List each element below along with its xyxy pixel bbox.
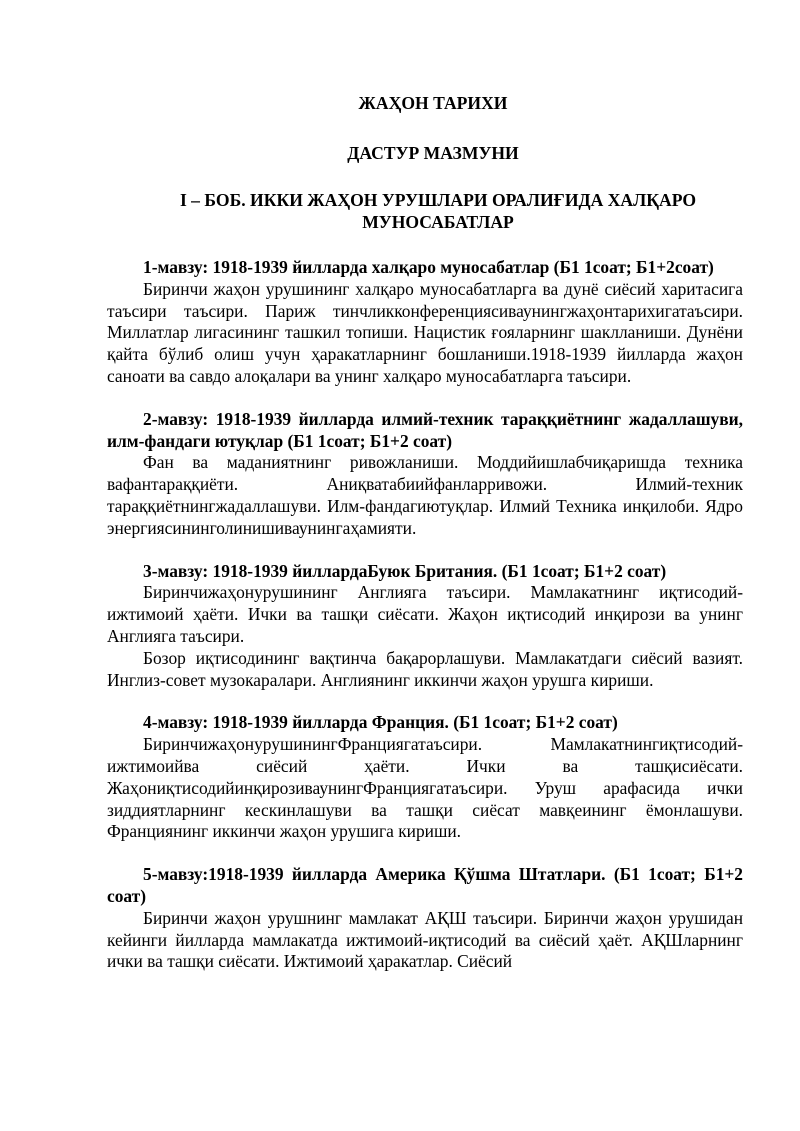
- topic-paragraph: Биринчи жаҳон урушининг халқаро муносабатларга ва дунё сиёсий харитасига таъсири таъсири. Париж тинчликконференциясиваунингжаҳонтарихигатаъсири. Миллатлар лигасининг ташкил топиши. Нацистик ғояларнинг шаклланиши. Дунёни қайта бўлиб олиш учун ҳаракатларнинг бошланиши.1918-1939 йилларда жаҳон саноати ва савдо алоқалари ва унинг халқаро муносабатларга таъсири.: [107, 278, 743, 386]
- topic-section-2: [107, 409, 743, 540]
- topic-heading: 4-мавзу: 1918-1939 йилларда Франция. (Б1 1соат; Б1+2 соат): [143, 712, 618, 733]
- page-subtitle: ДАСТУР МАЗМУНИ: [347, 143, 519, 163]
- document-page: [107, 92, 743, 994]
- topic-heading: 5-мавзу:1918-1939 йилларда Америка Қўшма Штатлари. (Б1 1соат; Б1+2 соат): [107, 864, 743, 906]
- topic-paragraph: Биринчи жаҳон урушнинг мамлакат АҚШ таъсири. Биринчи жаҳон урушидан кейинги йилларда мамлакатда ижтимоий-иқтисодий ва сиёсий ҳаёт. АҚШларнинг ички ва ташқи сиёсати. Ижтимоий ҳаракатлар. Сиёсий: [107, 907, 743, 972]
- topic-section-4: [107, 712, 743, 843]
- page-title: ЖАҲОН ТАРИХИ: [358, 93, 508, 113]
- topic-paragraph: Бозор иқтисодининг вақтинча бақарорлашуви. Мамлакатдаги сиёсий вазият. Инглиз-совет музокаралари. Англиянинг иккинчи жаҳон урушга кириши.: [107, 647, 743, 690]
- topic-section-3: [107, 561, 743, 692]
- topic-heading: 2-мавзу: 1918-1939 йилларда илмий-техник тараққиётнинг жадаллашуви, илм-фандаги ютуқлар (Б1 1соат; Б1+2 соат): [107, 408, 743, 451]
- topic-section-1: [107, 257, 743, 388]
- topic-paragraph: Фан ва маданиятнинг ривожланиши. Моддийишлабчиқаришда техника вафантараққиёти. Аниқватабиийфанларривожи. Илмий-техник тараққиётнингжадаллашуви. Илм-фандагиютуқлар. Илмий Техника инқилоби. Ядро энергиясининголинишиваунингаҳамияти.: [107, 452, 743, 538]
- topic-heading: 1-мавзу: 1918-1939 йилларда халқаро муносабатлар (Б1 1соат; Б1+2соат): [143, 257, 714, 277]
- topic-heading: 3-мавзу: 1918-1939 йиллардаБуюк Британия. (Б1 1соат; Б1+2 соат): [143, 560, 667, 581]
- topic-paragraph: БиринчижаҳонурушинингФранциягатаъсири. Мамлакатнингиқтисодий-ижтимоийва сиёсий ҳаёти. Ички ва ташқисиёсати. ЖаҳониқтисодийинқирозиваунингФранциягатаъсири. Уруш арафасида ички зиддиятларнинг кескинлашуви ва ташқи сиёсат мавқеининг ёмонлашуви. Франциянинг иккинчи жаҳон урушига кириши.: [107, 734, 743, 842]
- chapter-heading: I – БОБ. ИККИ ЖАҲОН УРУШЛАРИ ОРАЛИҒИДА ХАЛҚАРО МУНОСАБАТЛАР: [179, 190, 697, 232]
- topic-section-5: [107, 864, 743, 973]
- topic-paragraph: Биринчижаҳонурушининг Англияга таъсири. Мамлакатнинг иқтисодий-ижтимоий ҳаёти. Ички ва ташқи сиёсати. Жаҳон иқтисодий инқирози ва унинг Англияга таъсири.: [107, 582, 743, 646]
